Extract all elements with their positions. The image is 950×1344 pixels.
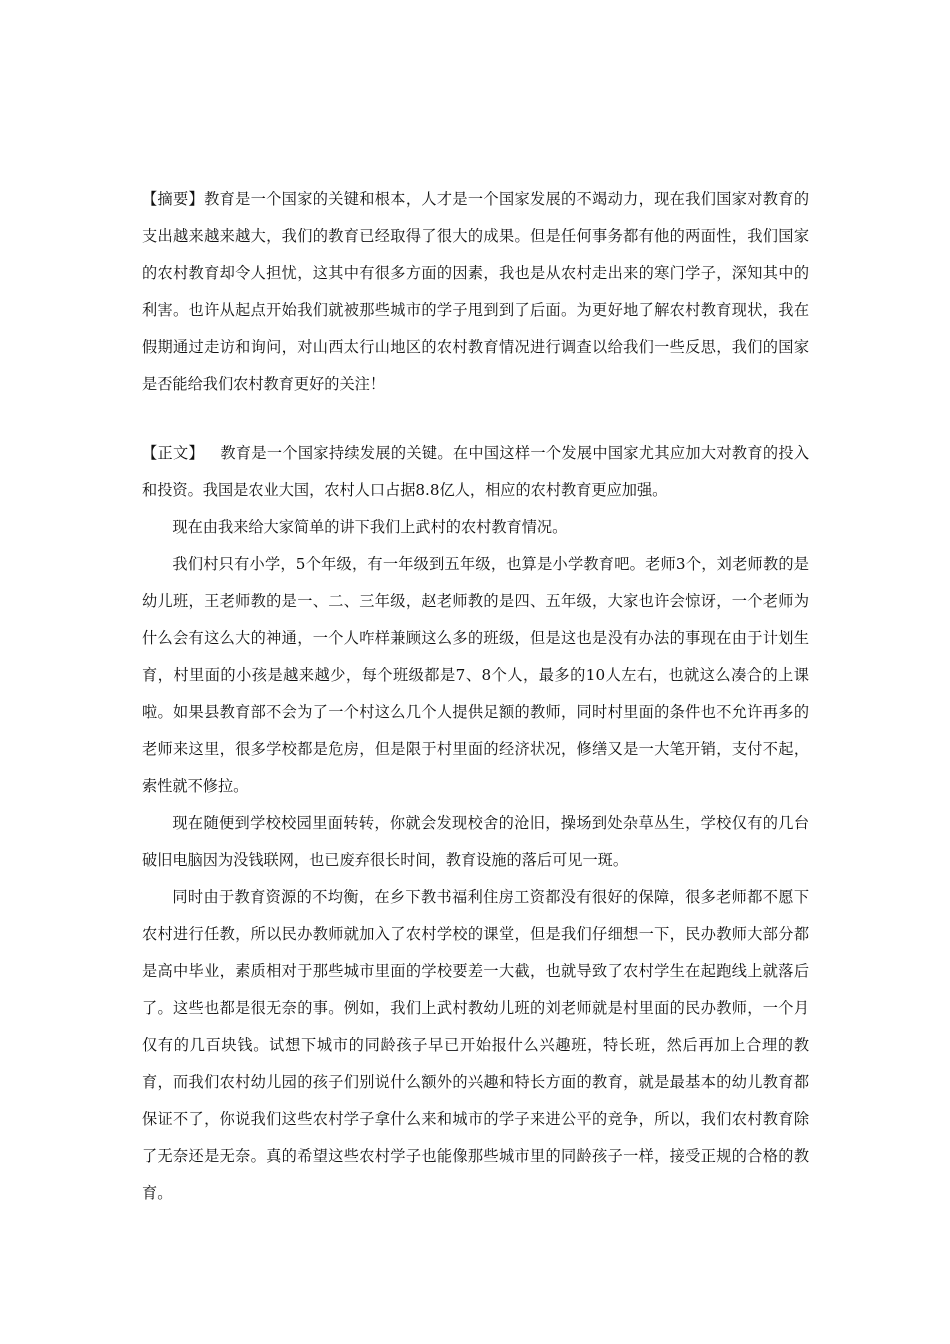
body-paragraph-1: 现在由我来给大家简单的讲下我们上武村的农村教育情况。 [172,518,568,536]
section-gap [142,403,809,435]
body-intro-paragraph [142,435,809,509]
body-paragraph-3: 现在随便到学校校园里面转转，你就会发现校舍的沧旧，操场到处杂草丛生，学校仅有的几台破旧电脑因为没钱联网，也已废弃很长时间，教育设施的落后可见一斑。 [142,814,809,869]
body-paragraph-2: 我们村只有小学，5个年级，有一年级到五年级，也算是小学教育吧。老师3个，刘老师教的是幼儿班，王老师教的是一、二、三年级，赵老师教的是四、五年级，大家也许会惊讶，一个老师为什么会有这么大的神通，一个人咋样兼顾这么多的班级，但是这也是没有办法的事现在由于计划生育，村里面的小孩是越来越少，每个班级都是7、8个人，最多的10人左右，也就这么凑合的上课啦。如果县教育部不会为了一个村这么几个人提供足额的教师，同时村里面的条件也不允许再多的老师来这里，很多学校都是危房，但是限于村里面的经济状况，修缮又是一大笔开销，支付不起，索性就不修拉。 [142,555,809,795]
body-paragraph-4: 同时由于教育资源的不均衡，在乡下教书福利住房工资都没有很好的保障，很多老师都不愿下农村进行任教，所以民办教师就加入了农村学校的课堂，但是我们仔细想一下，民办教师大部分都是高中毕业，素质相对于那些城市里面的学校要差一大截，也就导致了农村学生在起跑线上就落后了。这些也都是很无奈的事。例如，我们上武村教幼儿班的刘老师就是村里面的民办教师，一个月仅有的几百块钱。试想下城市的同龄孩子早已开始报什么兴趣班，特长班，然后再加上合理的教育，而我们农村幼儿园的孩子们别说什么额外的兴趣和特长方面的教育，就是最基本的幼儿教育都保证不了，你说我们这些农村学子拿什么来和城市的学子来进公平的竞争，所以，我们农村教育除了无奈还是无奈。真的希望这些农村学子也能像那些城市里的同龄孩子一样，接受正规的合格的教育。 [142,888,809,1202]
body-label: 【正文】 [142,444,204,462]
abstract-paragraph [142,181,809,403]
document-content [142,181,809,1212]
abstract-text: 教育是一个国家的关键和根本，人才是一个国家发展的不竭动力，现在我们国家对教育的支出越来越来越大，我们的教育已经取得了很大的成果。但是任何事务都有他的两面性，我们国家的农村教育却令人担忧，这其中有很多方面的因素，我也是从农村走出来的寒门学子，深知其中的利害。也许从起点开始我们就被那些城市的学子甩到到了后面。为更好地了解农村教育现状，我在假期通过走访和询问，对山西太行山地区的农村教育情况进行调查以给我们一些反思，我们的国家是否能给我们农村教育更好的关注！ [142,190,810,393]
abstract-label: 【摘要】 [142,190,205,208]
body-intro-text: 教育是一个国家持续发展的关键。在中国这样一个发展中国家尤其应加大对教育的投入和投资。我国是农业大国，农村人口占据8.8亿人，相应的农村教育更应加强。 [142,444,809,499]
